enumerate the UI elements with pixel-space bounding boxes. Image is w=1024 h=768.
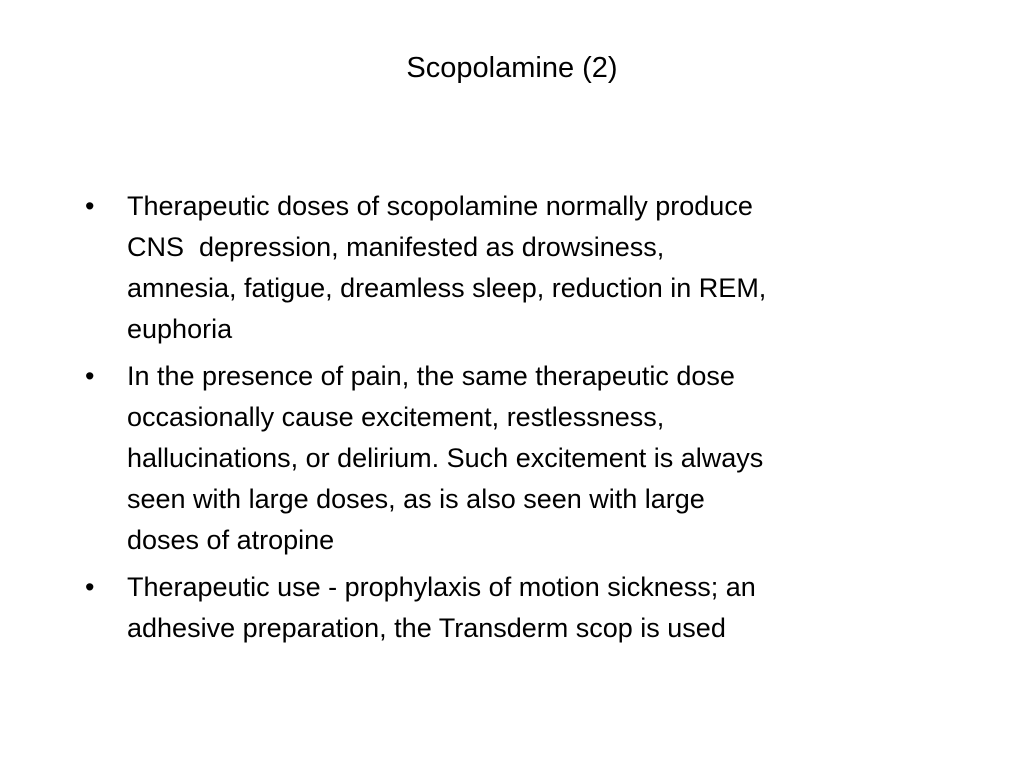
bullet-item-3 xyxy=(85,567,955,649)
bullet-icon: • xyxy=(85,191,95,221)
bullet-text xyxy=(127,567,955,649)
bullet-text xyxy=(127,186,955,350)
bullet-line: amnesia, fatigue, dreamless sleep, reduction in REM, xyxy=(127,273,767,303)
bullet-line: CNS depression, manifested as drowsiness, xyxy=(127,232,665,262)
bullet-item-2 xyxy=(85,356,955,561)
bullet-list xyxy=(85,186,955,655)
bullet-line: seen with large doses, as is also seen with large xyxy=(127,484,705,514)
bullet-icon: • xyxy=(85,361,95,391)
bullet-line: occasionally cause excitement, restlessness, xyxy=(127,402,665,432)
bullet-text xyxy=(127,356,955,561)
bullet-item-1 xyxy=(85,186,955,350)
slide-title: Scopolamine (2) xyxy=(406,52,618,84)
bullet-line: Therapeutic use - prophylaxis of motion sickness; an xyxy=(127,572,756,602)
bullet-line: Therapeutic doses of scopolamine normally produce xyxy=(127,191,753,221)
bullet-line: adhesive preparation, the Transderm scop is used xyxy=(127,613,726,643)
bullet-line: In the presence of pain, the same therapeutic dose xyxy=(127,361,735,391)
bullet-icon: • xyxy=(85,572,95,602)
bullet-line: doses of atropine xyxy=(127,525,335,555)
bullet-line: hallucinations, or delirium. Such excitement is always xyxy=(127,443,764,473)
bullet-line: euphoria xyxy=(127,314,233,344)
